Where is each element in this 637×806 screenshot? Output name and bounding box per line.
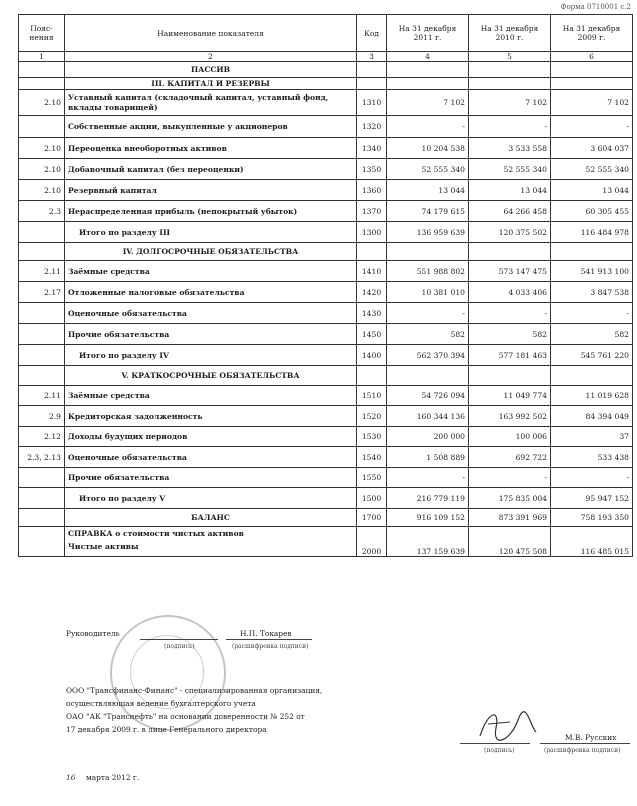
row-value-2010: 3 533 558 <box>469 138 551 159</box>
row-value-2010: 11 049 774 <box>469 386 551 406</box>
row-value-2009: 84 394 049 <box>551 406 633 427</box>
org-text-line-1: ООО "Трансфинанс-Финанс" - специализированная организация, <box>66 686 323 695</box>
col-number: 5 <box>469 52 551 62</box>
row-note: 2.11 <box>19 261 65 282</box>
row-value-2009: 3 847 538 <box>551 282 633 303</box>
row-name: Заёмные средства <box>65 386 357 406</box>
row-value-2010: 120 375 502 <box>469 222 551 243</box>
section-3-heading-row <box>19 78 633 90</box>
head-name: Н.П. Токарев <box>240 629 292 638</box>
row-note: 2.17 <box>19 282 65 303</box>
row-name: Доходы будущих периодов <box>65 427 357 447</box>
org-text-line-3: ОАО "АК "Транснефть" на основании доверенности № 252 от <box>66 712 305 721</box>
table-row <box>19 116 633 138</box>
row-value-2011: 562 370 394 <box>387 345 469 366</box>
row-value-2011: 216 779 119 <box>387 488 469 509</box>
row-value-2010: 64 266 458 <box>469 201 551 222</box>
row-code: 1360 <box>357 180 387 201</box>
row-code: 1410 <box>357 261 387 282</box>
row-value-2010: 163 992 502 <box>469 406 551 427</box>
row-value-2011: 10 381 010 <box>387 282 469 303</box>
table-row <box>19 261 633 282</box>
row-value-2010: 873 391 969 <box>469 509 551 527</box>
row-name: Итого по разделу V <box>65 488 357 509</box>
row-name: БАЛАНС <box>65 509 357 527</box>
row-name: Нераспределенная прибыль (непокрытый убыток) <box>65 201 357 222</box>
row-value-2010: - <box>469 468 551 488</box>
row-name: Собственные акции, выкупленные у акционеров <box>65 116 357 138</box>
row-value-2009: 95 947 152 <box>551 488 633 509</box>
org-text-line-2: осуществляющая ведение бухгалтерского учета <box>66 699 256 708</box>
row-note <box>19 527 65 557</box>
row-code: 1350 <box>357 159 387 180</box>
row-value-2010: 52 555 340 <box>469 159 551 180</box>
subtotal-row <box>19 222 633 243</box>
row-value-2010: - <box>469 116 551 138</box>
head-label: Руководитель <box>66 629 120 638</box>
row-code: 1540 <box>357 447 387 468</box>
row-value-2011: - <box>387 468 469 488</box>
row-value-2011: 52 555 340 <box>387 159 469 180</box>
row-note <box>19 509 65 527</box>
balance-total-row <box>19 509 633 527</box>
row-value-2010: 4 033 406 <box>469 282 551 303</box>
row-note <box>19 116 65 138</box>
row-note: 2.10 <box>19 90 65 116</box>
row-name: Прочие обязательства <box>65 324 357 345</box>
row-code: 1370 <box>357 201 387 222</box>
row-code: 1310 <box>357 90 387 116</box>
form-code: Форма 0710001 с.2 <box>560 3 631 11</box>
row-note: 2.3, 2.13 <box>19 447 65 468</box>
row-value-2010: 573 147 475 <box>469 261 551 282</box>
row-note: 2.3 <box>19 201 65 222</box>
row-name: Добавочный капитал (без переоценки) <box>65 159 357 180</box>
row-name: Переоценка внеоборотных активов <box>65 138 357 159</box>
row-note: 2.12 <box>19 427 65 447</box>
passiv-title: ПАССИВ <box>65 62 357 78</box>
row-value-2009: 116 484 978 <box>551 222 633 243</box>
row-value-2009: 116 485 015 <box>551 527 633 557</box>
handwritten-signature <box>470 706 540 746</box>
row-name: Кредиторская задолженность <box>65 406 357 427</box>
table-row <box>19 201 633 222</box>
row-value-2010: - <box>469 303 551 324</box>
section-4-heading-row <box>19 243 633 261</box>
row-code: 1500 <box>357 488 387 509</box>
table-row <box>19 303 633 324</box>
header-2009: На 31 декабря 2009 г. <box>551 15 633 52</box>
passiv-heading-row <box>19 62 633 78</box>
right-signature-line <box>460 743 530 744</box>
row-name: Заёмные средства <box>65 261 357 282</box>
row-value-2009: 52 555 340 <box>551 159 633 180</box>
row-note: 2.10 <box>19 180 65 201</box>
row-value-2009: - <box>551 468 633 488</box>
col-number: 4 <box>387 52 469 62</box>
row-note <box>19 345 65 366</box>
row-value-2011: 916 109 152 <box>387 509 469 527</box>
row-value-2011: 74 179 615 <box>387 201 469 222</box>
col-number: 6 <box>551 52 633 62</box>
row-value-2010: 175 835 004 <box>469 488 551 509</box>
row-value-2009: 3 604 037 <box>551 138 633 159</box>
row-note: 2.10 <box>19 138 65 159</box>
table-row <box>19 324 633 345</box>
row-note <box>19 303 65 324</box>
row-note <box>19 468 65 488</box>
header-2011: На 31 декабря 2011 г. <box>387 15 469 52</box>
row-value-2009: 60 305 455 <box>551 201 633 222</box>
row-code: 1420 <box>357 282 387 303</box>
row-code: 1700 <box>357 509 387 527</box>
row-value-2011: - <box>387 116 469 138</box>
col-number: 1 <box>19 52 65 62</box>
table-row <box>19 180 633 201</box>
table-row <box>19 159 633 180</box>
header-2010: На 31 декабря 2010 г. <box>469 15 551 52</box>
row-value-2009: - <box>551 116 633 138</box>
head-name-caption: (расшифровка подписи) <box>232 643 309 650</box>
row-value-2011: 54 726 094 <box>387 386 469 406</box>
row-name: Отложенные налоговые обязательства <box>65 282 357 303</box>
net-assets-row <box>19 527 633 557</box>
row-value-2010: 120 475 508 <box>469 527 551 557</box>
row-value-2011: 13 044 <box>387 180 469 201</box>
row-name: Резервный капитал <box>65 180 357 201</box>
row-note: 2.9 <box>19 406 65 427</box>
column-numbers-row <box>19 52 633 62</box>
row-name-block <box>65 527 357 557</box>
row-name: Оценочные обязательства <box>65 303 357 324</box>
col-number: 3 <box>357 52 387 62</box>
row-value-2009: 11 019 628 <box>551 386 633 406</box>
row-value-2009: 541 913 100 <box>551 261 633 282</box>
right-name-caption: (расшифровка подписи) <box>544 747 621 754</box>
row-value-2010: 692 722 <box>469 447 551 468</box>
row-note <box>19 488 65 509</box>
row-value-2009: 533 438 <box>551 447 633 468</box>
row-value-2009: 37 <box>551 427 633 447</box>
row-code: 1320 <box>357 116 387 138</box>
row-value-2009: 545 761 220 <box>551 345 633 366</box>
col-number: 2 <box>65 52 357 62</box>
row-note: 2.10 <box>19 159 65 180</box>
row-name: Прочие обязательства <box>65 468 357 488</box>
row-value-2011: 137 159 639 <box>387 527 469 557</box>
row-code: 1520 <box>357 406 387 427</box>
header-code: Код <box>357 15 387 52</box>
row-name: Итого по разделу III <box>65 222 357 243</box>
table-row <box>19 282 633 303</box>
row-value-2011: 160 344 136 <box>387 406 469 427</box>
balance-table <box>18 14 633 557</box>
reference-title: СПРАВКА о стоимости чистых активов <box>68 529 244 538</box>
head-signature-line <box>140 639 218 640</box>
row-value-2009: 758 193 350 <box>551 509 633 527</box>
row-value-2010: 582 <box>469 324 551 345</box>
row-note <box>19 222 65 243</box>
head-name-line <box>226 639 312 640</box>
right-name-line <box>540 743 630 744</box>
section-4-title: IV. ДОЛГОСРОЧНЫЕ ОБЯЗАТЕЛЬСТВА <box>65 243 357 261</box>
table-row <box>19 468 633 488</box>
row-value-2010: 577 181 463 <box>469 345 551 366</box>
row-value-2011: 136 959 639 <box>387 222 469 243</box>
table-row <box>19 406 633 427</box>
row-value-2010: 100 006 <box>469 427 551 447</box>
right-name: М.В. Русских <box>565 733 617 742</box>
row-name: Чистые активы <box>68 542 139 551</box>
row-code: 1400 <box>357 345 387 366</box>
row-value-2010: 7 102 <box>469 90 551 116</box>
row-code: 1550 <box>357 468 387 488</box>
table-row <box>19 386 633 406</box>
row-value-2011: 551 988 802 <box>387 261 469 282</box>
row-value-2011: 10 204 538 <box>387 138 469 159</box>
right-sign-caption: (подпись) <box>484 747 515 754</box>
row-code: 2000 <box>357 527 387 557</box>
row-value-2011: 582 <box>387 324 469 345</box>
date-day: 16 <box>66 773 76 782</box>
row-code: 1430 <box>357 303 387 324</box>
row-code: 1530 <box>357 427 387 447</box>
subtotal-row <box>19 345 633 366</box>
org-text-line-4: 17 декабря 2009 г. в лице Генерального директора <box>66 725 267 734</box>
row-code: 1510 <box>357 386 387 406</box>
header-note: Пояс-нения <box>19 15 65 52</box>
row-value-2011: 200 000 <box>387 427 469 447</box>
row-name: Итого по разделу IV <box>65 345 357 366</box>
row-value-2011: 1 508 889 <box>387 447 469 468</box>
header-name: Наименование показателя <box>65 15 357 52</box>
table-row <box>19 90 633 116</box>
row-value-2009: 13 044 <box>551 180 633 201</box>
row-value-2010: 13 044 <box>469 180 551 201</box>
subtotal-row <box>19 488 633 509</box>
section-5-heading-row <box>19 366 633 386</box>
section-3-title: III. КАПИТАЛ И РЕЗЕРВЫ <box>65 78 357 90</box>
row-note <box>19 324 65 345</box>
table-row <box>19 427 633 447</box>
row-code: 1300 <box>357 222 387 243</box>
row-value-2009: - <box>551 303 633 324</box>
table-row <box>19 138 633 159</box>
section-5-title: V. КРАТКОСРОЧНЫЕ ОБЯЗАТЕЛЬСТВА <box>65 366 357 386</box>
table-row <box>19 447 633 468</box>
row-name: Уставный капитал (складочный капитал, уставный фонд, вклады товарищей) <box>65 90 357 116</box>
row-value-2009: 582 <box>551 324 633 345</box>
row-value-2011: - <box>387 303 469 324</box>
date-rest: марта 2012 г. <box>86 773 140 782</box>
row-value-2011: 7 102 <box>387 90 469 116</box>
table-header-row <box>19 15 633 52</box>
row-value-2009: 7 102 <box>551 90 633 116</box>
row-note: 2.11 <box>19 386 65 406</box>
row-name: Оценочные обязательства <box>65 447 357 468</box>
row-code: 1340 <box>357 138 387 159</box>
head-sign-caption: (подпись) <box>164 643 195 650</box>
row-code: 1450 <box>357 324 387 345</box>
